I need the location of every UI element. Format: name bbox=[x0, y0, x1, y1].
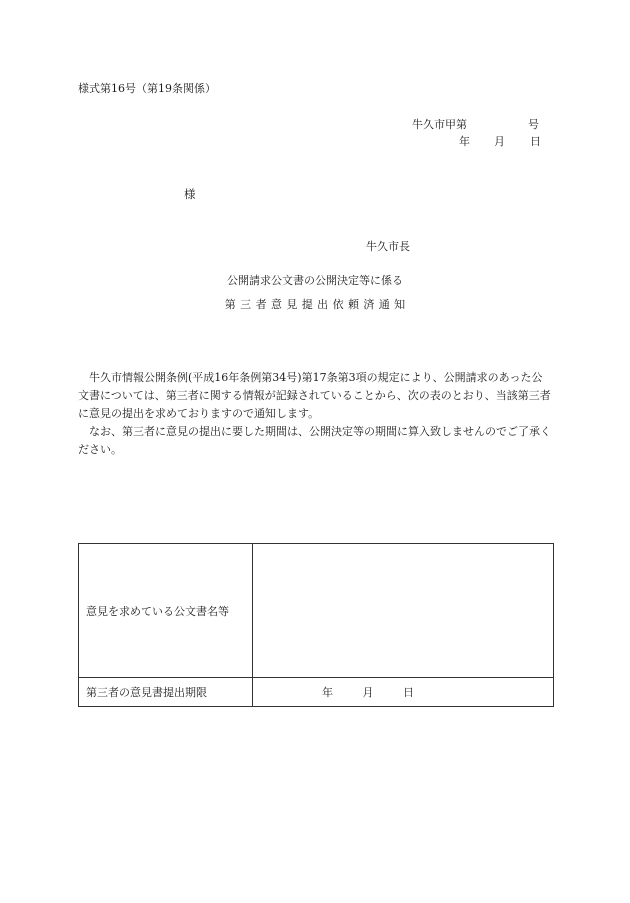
table-row bbox=[79, 544, 554, 678]
document-number-suffix: 号 bbox=[528, 118, 539, 131]
form-label: 様式第16号（第19条関係） bbox=[78, 82, 216, 95]
deadline-day-label: 日 bbox=[403, 686, 414, 699]
document-name-label: 意見を求めている公文書名等 bbox=[79, 544, 253, 678]
body-paragraph-2: なお、第三者に意見の提出に要した期間は、公開決定等の期間に算入致しませんのでご了承ください。 bbox=[78, 425, 551, 456]
document-title-line1: 公開請求公文書の公開決定等に係る bbox=[227, 274, 403, 287]
deadline-month-label: 月 bbox=[362, 686, 374, 699]
date-month-label: 月 bbox=[494, 135, 505, 148]
date-year-label: 年 bbox=[459, 135, 470, 148]
document-number-prefix: 牛久市甲第 bbox=[412, 118, 467, 131]
issuer-name: 牛久市長 bbox=[366, 240, 410, 253]
document-name-value bbox=[253, 544, 554, 678]
table-row bbox=[79, 678, 554, 707]
deadline-year-label: 年 bbox=[322, 686, 333, 699]
deadline-value bbox=[253, 678, 554, 707]
body-paragraph-1: 牛久市情報公開条例(平成16年条例第34号)第17条第3項の規定により、公開請求のあった公文書については、第三者に関する情報が記録されていることから、次の表のとおり、当該第三者に意見の提出を求めておりますので通知します。 bbox=[78, 371, 551, 420]
deadline-label: 第三者の意見書提出期限 bbox=[79, 678, 253, 707]
document-title-line2: 第三者意見提出依頼済通知 bbox=[224, 298, 410, 311]
date-day-label: 日 bbox=[530, 135, 541, 148]
info-table bbox=[78, 543, 554, 707]
body-text bbox=[78, 369, 552, 459]
addressee-honorific: 様 bbox=[184, 187, 196, 201]
